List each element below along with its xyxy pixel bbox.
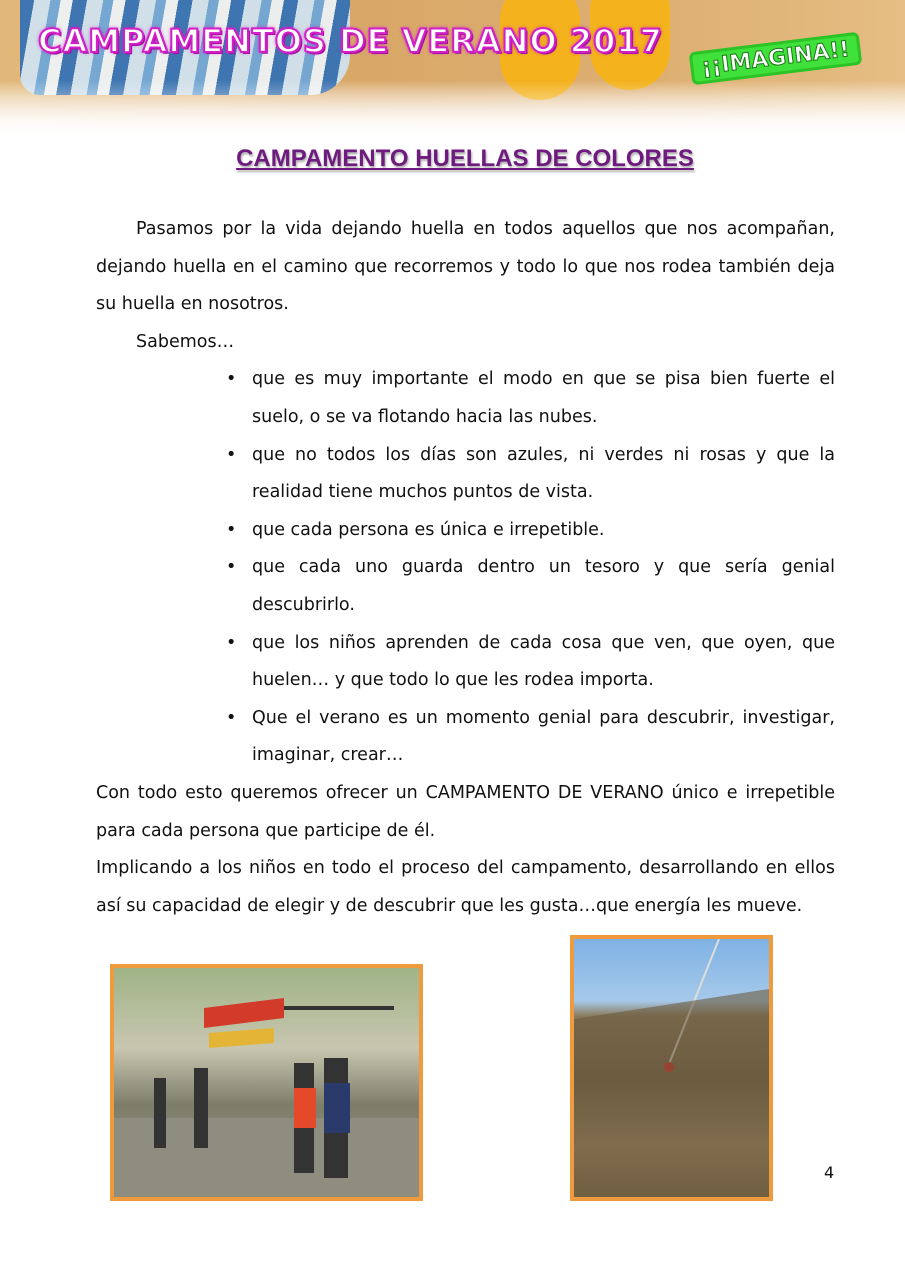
paragraph: Implicando a los niños en todo el proceso del campamento, desarrollando en ellos así su capacidad de elegir y de descubrir que les gusta…que energía les mueve. (96, 858, 835, 916)
banner-tag: ¡¡IMAGINA!! (689, 32, 863, 86)
photo-zipline-illustration (574, 939, 769, 1197)
list-item: • que no todos los días son azules, ni verdes ni rosas y que la realidad tiene muchos puntos de vista. (252, 437, 835, 512)
page-number: 4 (824, 1163, 835, 1182)
intro-paragraph: Pasamos por la vida dejando huella en todos aquellos que nos acompañan, dejando huella en el camino que recorremos y todo lo que nos rodea también deja su huella en nosotros. (96, 219, 835, 315)
lead-text: Sabemos… (136, 331, 235, 352)
paragraph: Con todo esto queremos ofrecer un CAMPAMENTO DE VERANO único e irrepetible para cada persona que participe de él. (96, 782, 835, 841)
list-item: • que cada uno guarda dentro un tesoro y que sería genial descubrirlo. (252, 549, 835, 624)
list-item: • que es muy importante el modo en que se pisa bien fuerte el suelo, o se va flotando hacia las nubes. (252, 361, 835, 436)
list-item: • que cada persona es única e irrepetible. (252, 512, 835, 550)
page-title: CAMPAMENTO HUELLAS DE COLORES (236, 145, 694, 172)
bullet-list (96, 361, 835, 775)
list-item: • Que el verano es un momento genial para descubrir, investigar, imaginar, crear… (252, 700, 835, 775)
document-body (96, 211, 835, 925)
photo-kayak-illustration (114, 968, 419, 1197)
photo-zipline-cliff (570, 935, 773, 1201)
banner-fade (0, 80, 905, 140)
list-item: • que los niños aprenden de cada cosa que ven, que oyen, que huelen… y que todo lo que les rodea importa. (252, 625, 835, 700)
photo-kayak-paddles (110, 964, 423, 1201)
banner-title: CAMPAMENTOS DE VERANO 2017 (38, 22, 663, 60)
header-banner (0, 0, 905, 135)
